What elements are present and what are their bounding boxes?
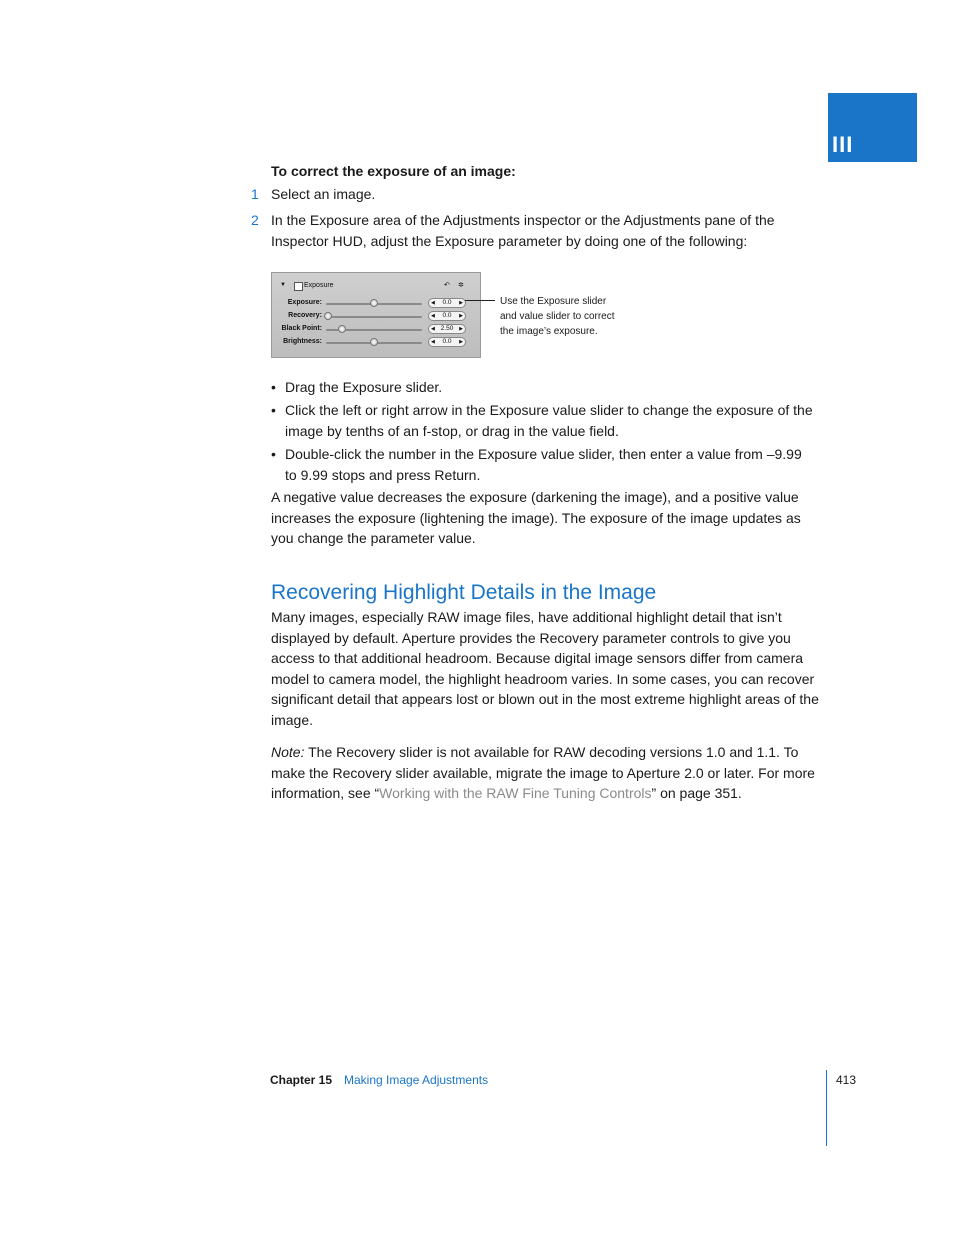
bullet-dot: • xyxy=(271,446,276,462)
slider-label: Brightness: xyxy=(283,338,322,345)
slider-knob xyxy=(370,338,378,346)
value-text: 0.0 xyxy=(442,312,452,319)
disclosure-triangle-icon: ▼ xyxy=(280,282,286,288)
procedure-title: To correct the exposure of an image: xyxy=(271,163,516,179)
value-text: 0.0 xyxy=(442,299,452,306)
value-text: 2.50 xyxy=(440,325,454,332)
part-tab xyxy=(828,93,917,162)
callout-leader-line xyxy=(465,300,495,301)
exposure-paragraph: A negative value decreases the exposure (darkening the image), and a positive value increases the exposure (lightening the image). The exposure of the image updates as you change the parameter value. xyxy=(271,489,801,546)
slider-knob xyxy=(370,299,378,307)
figure-callout: Use the Exposure slider and value slider to correct the image’s exposure. xyxy=(500,296,615,337)
slider-knob xyxy=(338,325,346,333)
bullet-dot: • xyxy=(271,402,276,418)
footer-chapter: Chapter 15 xyxy=(270,1073,333,1087)
note-paragraph xyxy=(271,742,826,804)
left-arrow-icon: ◀ xyxy=(431,300,435,306)
slider-label: Exposure: xyxy=(287,299,322,306)
slider-row-recovery xyxy=(272,310,482,322)
slider-label: Recovery: xyxy=(288,312,322,319)
right-arrow-icon: ▶ xyxy=(459,326,463,332)
slider-knob xyxy=(324,312,332,320)
value-slider xyxy=(428,298,466,308)
page-number: 413 xyxy=(836,1073,857,1087)
note-label: Note: xyxy=(271,744,305,760)
step-number: 2 xyxy=(251,212,259,228)
right-arrow-icon: ▶ xyxy=(459,339,463,345)
left-arrow-icon: ◀ xyxy=(431,339,435,345)
left-arrow-icon: ◀ xyxy=(431,313,435,319)
part-tab-label: III xyxy=(832,132,854,157)
value-text: 0.0 xyxy=(442,338,452,345)
gear-icon: ✲ xyxy=(458,282,464,289)
note-text: The Recovery slider is not available for RAW decoding versions 1.0 and 1.1. To make the Recovery slider available, migrate the image to Aperture 2.0 or later. For more information, see “ xyxy=(271,744,815,801)
cross-reference-link[interactable]: Working with the RAW Fine Tuning Controls xyxy=(379,785,652,801)
section-paragraph: Many images, especially RAW image files, have additional highlight detail that isn’t displayed by default. Aperture provides the Recovery parameter controls to give you access to that additional headroom. Because digital image sensors differ from camera model to camera model, the highlight headroom varies. In some cases, you can recover significant detail that appears lost or blown out in the most extreme highlight areas of the image. xyxy=(271,609,819,728)
slider-label: Black Point: xyxy=(281,325,322,332)
value-slider xyxy=(428,311,466,321)
reset-icon: ↶ xyxy=(444,282,450,289)
bullet-text: Double-click the number in the Exposure value slider, then enter a value from –9.99 to 9.99 stops and press Return. xyxy=(285,446,802,483)
bullet-dot: • xyxy=(271,379,276,395)
right-arrow-icon: ▶ xyxy=(459,300,463,306)
slider-row-brightness xyxy=(272,336,482,348)
footer-divider xyxy=(826,1070,827,1146)
slider-row-exposure xyxy=(272,297,482,309)
step-number: 1 xyxy=(251,186,259,202)
step-text: In the Exposure area of the Adjustments inspector or the Adjustments pane of the Inspector HUD, adjust the Exposure parameter by doing one of the following: xyxy=(271,212,775,249)
value-slider xyxy=(428,324,466,334)
step-text: Select an image. xyxy=(271,186,376,202)
value-slider xyxy=(428,337,466,347)
slider-track xyxy=(326,316,422,318)
exposure-panel-screenshot xyxy=(271,272,481,358)
enable-checkbox xyxy=(294,282,303,291)
bullet-text: Drag the Exposure slider. xyxy=(285,379,443,395)
note-text-end: ” on page 351. xyxy=(651,785,742,801)
panel-header-label: Exposure xyxy=(304,282,334,289)
footer-chapter-title: Making Image Adjustments xyxy=(344,1073,489,1087)
right-arrow-icon: ▶ xyxy=(459,313,463,319)
left-arrow-icon: ◀ xyxy=(431,326,435,332)
bullet-text: Click the left or right arrow in the Exposure value slider to change the exposure of the image by tenths of an f-stop, or drag in the value field. xyxy=(285,402,813,439)
slider-row-black-point xyxy=(272,323,482,335)
section-heading: Recovering Highlight Details in the Image xyxy=(271,581,657,604)
